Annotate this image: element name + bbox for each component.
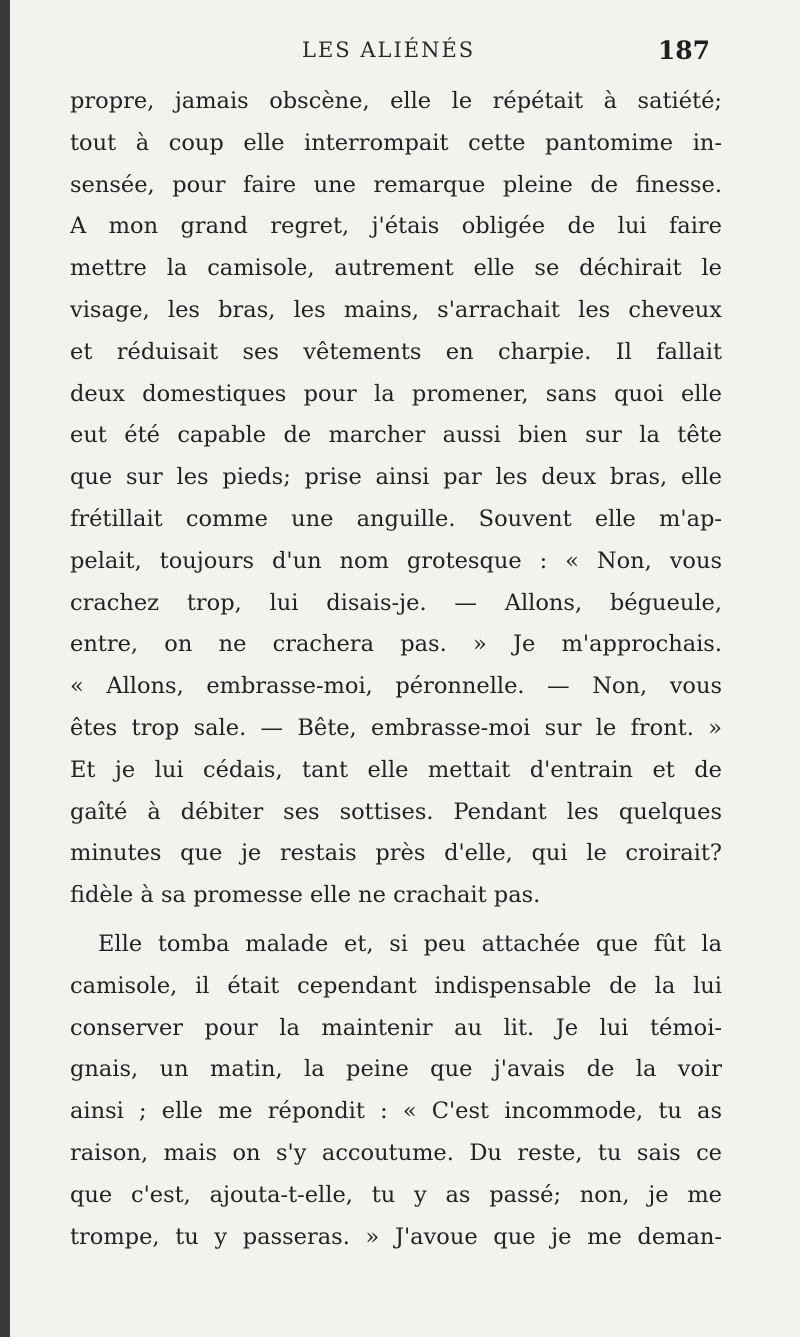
- text-line: sensée, pour faire une remarque pleine de finesse.: [70, 171, 722, 198]
- running-title: LES ALIÉNÉS: [302, 38, 476, 62]
- text-line: gnais, un matin, la peine que j'avais de la voir: [70, 1056, 722, 1083]
- text-line: pelait, toujours d'un nom grotesque : « Non, vous: [70, 547, 722, 574]
- paragraph: [70, 81, 722, 917]
- text-line: tout à coup elle interrompait cette pantomime in-: [70, 129, 722, 156]
- body-text: [70, 81, 722, 1258]
- text-line: que c'est, ajouta-t-elle, tu y as passé; non, je me: [70, 1181, 722, 1208]
- page-header: [10, 38, 800, 70]
- text-line: fidèle à sa promesse elle ne crachait pas.: [70, 882, 541, 909]
- text-line: que sur les pieds; prise ainsi par les deux bras, elle: [70, 464, 722, 491]
- text-line: minutes que je restais près d'elle, qui le croirait?: [70, 840, 722, 867]
- text-line: êtes trop sale. — Bête, embrasse-moi sur le front. »: [70, 714, 722, 741]
- paragraph: [70, 924, 722, 1258]
- text-line: visage, les bras, les mains, s'arrachait les cheveux: [70, 296, 722, 323]
- paragraph-gap: [70, 917, 722, 924]
- text-line: Elle tomba malade et, si peu attachée que fût la: [98, 930, 722, 957]
- text-line: propre, jamais obscène, elle le répétait à satiété;: [70, 88, 722, 114]
- text-line: A mon grand regret, j'étais obligée de lui faire: [70, 213, 722, 240]
- text-line: crachez trop, lui disais-je. — Allons, bégueule,: [70, 589, 722, 616]
- book-page: [10, 0, 800, 1337]
- text-line: deux domestiques pour la promener, sans quoi elle: [70, 380, 722, 407]
- text-line: entre, on ne crachera pas. » Je m'approchais.: [70, 631, 722, 658]
- text-line: raison, mais on s'y accoutume. Du reste, tu sais ce: [70, 1139, 722, 1166]
- text-line: camisole, il était cependant indispensable de la lui: [70, 972, 722, 999]
- text-line: ainsi ; elle me répondit : « C'est incommode, tu as: [70, 1098, 722, 1125]
- text-line: mettre la camisole, autrement elle se déchirait le: [70, 255, 722, 282]
- text-line: et réduisait ses vêtements en charpie. Il fallait: [70, 338, 722, 365]
- page-number: 187: [657, 36, 710, 65]
- text-line: eut été capable de marcher aussi bien sur la tête: [70, 422, 722, 449]
- text-line: trompe, tu y passeras. » J'avoue que je me deman-: [70, 1223, 722, 1250]
- text-line: Et je lui cédais, tant elle mettait d'entrain et de: [70, 756, 722, 783]
- text-line: gaîté à débiter ses sottises. Pendant les quelques: [70, 798, 722, 825]
- text-line: « Allons, embrasse-moi, péronnelle. — Non, vous: [70, 673, 722, 700]
- text-line: conserver pour la maintenir au lit. Je lui témoi-: [70, 1014, 722, 1041]
- text-line: frétillait comme une anguille. Souvent elle m'ap-: [70, 505, 722, 532]
